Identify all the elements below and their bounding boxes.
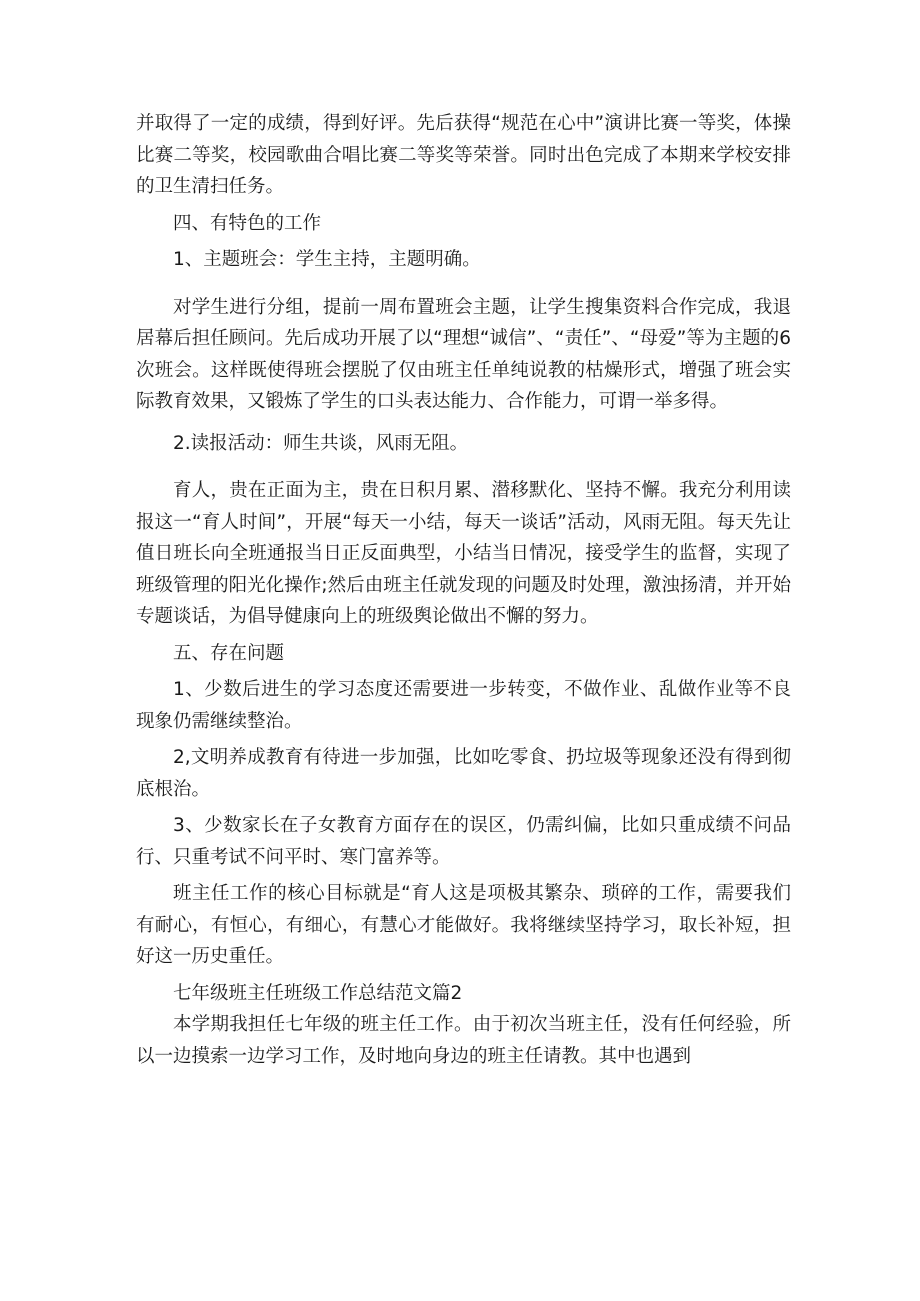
- subheading-newspaper-reading: 2.读报活动：师生共谈，风雨无阻。: [173, 432, 469, 454]
- paragraph-newspaper-reading: 育人，贵在正面为主，贵在日积月累、潜移默化、坚持不懈。我充分利用读报这一“育人时间”，开展“每天一小结，每天一谈话”活动，风雨无阻。每天先让值日班长向全班通报当日正反面典型，小结当日情况，接受学生的监督，实现了班级管理的阳光化操作;然后由班主任就发现的问题及时处理，激浊扬清，并开始专题谈话，为倡导健康向上的班级舆论做出不懈的努力。: [136, 480, 791, 627]
- document-body: [136, 108, 791, 1072]
- paragraph-conclusion: 班主任工作的核心目标就是“育人这是项极其繁杂、琐碎的工作，需要我们有耐心，有恒心，有细心，有慧心才能做好。我将继续坚持学习，取长补短，担好这一历史重任。: [136, 883, 791, 967]
- problem-item-1: 1、少数后进生的学习态度还需要进一步转变，不做作业、乱做作业等不良现象仍需继续整治。: [136, 679, 791, 732]
- subheading-class-meeting: 1、主题班会：学生主持，主题明确。: [173, 249, 481, 270]
- problem-item-2: 2,文明养成教育有待进一步加强，比如吃零食、扔垃圾等现象还没有得到彻底根治。: [136, 747, 791, 800]
- problem-item-3: 3、少数家长在子女教育方面存在的误区，仍需纠偏，比如只重成绩不问品行、只重考试不问平时、寒门富养等。: [136, 815, 791, 868]
- paragraph-continuation: 并取得了一定的成绩，得到好评。先后获得“规范在心中”演讲比赛一等奖，体操比赛二等奖，校园歌曲合唱比赛二等奖等荣誉。同时出色完成了本期来学校安排的卫生清扫任务。: [136, 113, 791, 197]
- section-heading-4: 四、有特色的工作: [173, 212, 322, 234]
- paragraph-article-2-intro: 本学期我担任七年级的班主任工作。由于初次当班主任，没有任何经验，所以一边摸索一边学习工作，及时地向身边的班主任请教。其中也遇到: [136, 1014, 791, 1067]
- section-heading-5: 五、存在问题: [173, 642, 285, 664]
- paragraph-class-meeting: 对学生进行分组，提前一周布置班会主题，让学生搜集资料合作完成，我退居幕后担任顾问。先后成功开展了以“理想“诚信”、“责任”、“母爱”等为主题的6次班会。这样既使得班会摆脱了仅由班主任单纯说教的枯燥形式，增强了班会实际教育效果，又锻炼了学生的口头表达能力、合作能力，可谓一举多得。: [136, 296, 791, 412]
- article-title-2: 七年级班主任班级工作总结范文篇2: [173, 982, 463, 1004]
